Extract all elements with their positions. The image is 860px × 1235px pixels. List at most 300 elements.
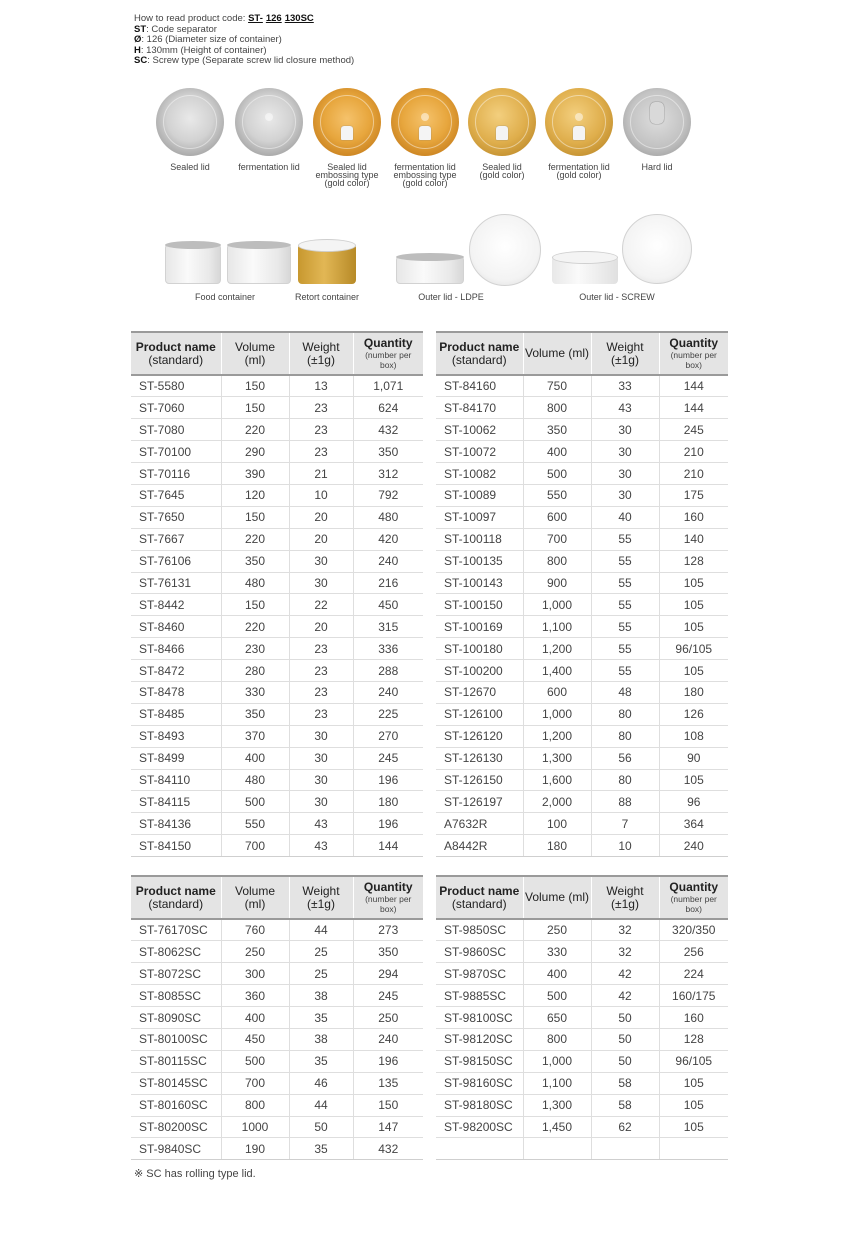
weight-cell: 30 <box>289 769 353 791</box>
product-name-cell: A7632R <box>436 813 523 835</box>
volume-cell: 550 <box>221 813 289 835</box>
code-example <box>248 13 317 24</box>
weight-cell: 42 <box>591 963 659 985</box>
quantity-cell: 350 <box>353 441 423 463</box>
container-item <box>150 214 300 304</box>
table-row <box>436 941 728 963</box>
product-name-cell: ST-126120 <box>436 725 523 747</box>
legend-text: : Code separator <box>146 23 217 35</box>
volume-cell: 400 <box>523 963 591 985</box>
lid-label: Sealed lid embossing type (gold color) <box>315 162 379 188</box>
product-name-cell: ST-100118 <box>436 528 523 550</box>
product-name-cell: ST-7645 <box>131 484 221 506</box>
quantity-cell: 196 <box>353 813 423 835</box>
quantity-cell: 624 <box>353 397 423 419</box>
table-row <box>436 681 728 703</box>
product-name-cell: ST-9840SC <box>131 1138 221 1160</box>
quantity-cell: 96/105 <box>659 638 728 660</box>
table-row <box>436 725 728 747</box>
lid-label: Sealed lid (gold color) <box>479 162 525 180</box>
product-name-cell: ST-84150 <box>131 835 221 857</box>
quantity-cell: 210 <box>659 463 728 485</box>
quantity-cell: 196 <box>353 769 423 791</box>
quantity-cell: 144 <box>659 397 728 419</box>
volume-cell: 650 <box>523 1007 591 1029</box>
volume-cell: 1,100 <box>523 616 591 638</box>
volume-cell: 150 <box>221 594 289 616</box>
header-weight: Weight (±1g) <box>591 876 659 919</box>
screw-outer-lid-image <box>622 214 692 284</box>
volume-cell <box>523 1138 591 1160</box>
table-row <box>436 441 728 463</box>
ldpe-outer-lid-image <box>469 214 541 286</box>
weight-cell: 48 <box>591 681 659 703</box>
weight-cell: 32 <box>591 919 659 941</box>
table-row <box>131 985 423 1007</box>
weight-cell: 10 <box>289 484 353 506</box>
weight-cell: 23 <box>289 397 353 419</box>
quantity-cell: 90 <box>659 747 728 769</box>
volume-cell: 1,000 <box>523 703 591 725</box>
volume-cell: 480 <box>221 572 289 594</box>
quantity-cell: 792 <box>353 484 423 506</box>
table-row <box>436 616 728 638</box>
quantity-cell: 96 <box>659 791 728 813</box>
screw-container-image <box>552 256 618 284</box>
volume-cell: 330 <box>221 681 289 703</box>
volume-cell: 100 <box>523 813 591 835</box>
weight-cell: 44 <box>289 1094 353 1116</box>
weight-cell: 58 <box>591 1094 659 1116</box>
volume-cell: 800 <box>523 550 591 572</box>
product-name-cell: ST-84115 <box>131 791 221 813</box>
volume-cell: 1,300 <box>523 747 591 769</box>
weight-cell: 20 <box>289 616 353 638</box>
weight-cell: 25 <box>289 941 353 963</box>
table-row <box>436 397 728 419</box>
table-row <box>131 725 423 747</box>
volume-cell: 760 <box>221 919 289 941</box>
volume-cell: 480 <box>221 769 289 791</box>
product-name-cell: ST-8062SC <box>131 941 221 963</box>
quantity-cell: 160/175 <box>659 985 728 1007</box>
table-row <box>436 919 728 941</box>
table-row <box>436 550 728 572</box>
table-row <box>131 791 423 813</box>
quantity-cell: 240 <box>353 681 423 703</box>
volume-cell: 150 <box>221 506 289 528</box>
product-name-cell: ST-10062 <box>436 419 523 441</box>
quantity-cell: 420 <box>353 528 423 550</box>
container-item <box>552 214 702 304</box>
quantity-cell: 105 <box>659 1072 728 1094</box>
lid-item <box>462 88 542 179</box>
quantity-cell: 128 <box>659 1028 728 1050</box>
product-name-cell: ST-98120SC <box>436 1028 523 1050</box>
table-row <box>131 594 423 616</box>
container-label: Outer lid - LDPE <box>418 292 484 302</box>
weight-cell: 21 <box>289 463 353 485</box>
table-row <box>131 484 423 506</box>
quantity-cell: 210 <box>659 441 728 463</box>
header-volume: Volume (ml) <box>523 876 591 919</box>
table-row <box>131 1072 423 1094</box>
table-row <box>131 616 423 638</box>
header-weight: Weight (±1g) <box>591 332 659 375</box>
table-row <box>436 1138 728 1160</box>
header-product-name: Product name (standard) <box>131 876 221 919</box>
product-name-cell: ST-98150SC <box>436 1050 523 1072</box>
weight-cell: 10 <box>591 835 659 857</box>
header-volume: Volume (ml) <box>221 332 289 375</box>
weight-cell: 42 <box>591 985 659 1007</box>
weight-cell: 35 <box>289 1138 353 1160</box>
product-name-cell: ST-98160SC <box>436 1072 523 1094</box>
product-name-cell: ST-8442 <box>131 594 221 616</box>
volume-cell: 390 <box>221 463 289 485</box>
table-row <box>436 985 728 1007</box>
volume-cell: 350 <box>221 550 289 572</box>
table-row <box>436 1028 728 1050</box>
quantity-cell: 144 <box>353 835 423 857</box>
volume-cell: 370 <box>221 725 289 747</box>
weight-cell: 30 <box>289 572 353 594</box>
header-product-name: Product name (standard) <box>436 332 523 375</box>
product-name-cell: ST-8460 <box>131 616 221 638</box>
weight-cell: 35 <box>289 1050 353 1072</box>
lid-item <box>385 88 465 187</box>
product-name-cell: ST-126100 <box>436 703 523 725</box>
product-name-cell: ST-100143 <box>436 572 523 594</box>
volume-cell: 230 <box>221 638 289 660</box>
volume-cell: 120 <box>221 484 289 506</box>
quantity-cell: 245 <box>353 747 423 769</box>
table-row <box>436 791 728 813</box>
volume-cell: 220 <box>221 419 289 441</box>
table-row <box>131 1116 423 1138</box>
volume-cell: 1,400 <box>523 660 591 682</box>
table-row <box>131 419 423 441</box>
header-product-name: Product name (standard) <box>436 876 523 919</box>
volume-cell: 700 <box>221 835 289 857</box>
product-name-cell: ST-8478 <box>131 681 221 703</box>
quantity-cell: 480 <box>353 506 423 528</box>
quantity-cell: 147 <box>353 1116 423 1138</box>
header-quantity: Quantity (number per box) <box>353 332 423 375</box>
weight-cell: 80 <box>591 769 659 791</box>
product-name-cell: ST-126197 <box>436 791 523 813</box>
weight-cell: 38 <box>289 985 353 1007</box>
weight-cell: 50 <box>591 1050 659 1072</box>
volume-cell: 400 <box>523 441 591 463</box>
product-name-cell: ST-100169 <box>436 616 523 638</box>
table-row <box>131 681 423 703</box>
table-row <box>131 835 423 857</box>
weight-cell: 20 <box>289 528 353 550</box>
product-name-cell: ST-80200SC <box>131 1116 221 1138</box>
weight-cell: 40 <box>591 506 659 528</box>
product-name-cell: ST-98100SC <box>436 1007 523 1029</box>
volume-cell: 350 <box>523 419 591 441</box>
weight-cell: 30 <box>591 419 659 441</box>
quantity-cell: 180 <box>659 681 728 703</box>
product-name-cell: ST-8466 <box>131 638 221 660</box>
table-row <box>436 1007 728 1029</box>
weight-cell: 30 <box>289 791 353 813</box>
lid-item <box>150 88 230 171</box>
container-label: Food container <box>194 292 256 302</box>
footnote: ※ SC has rolling type lid. <box>134 1168 256 1180</box>
product-name-cell: ST-80145SC <box>131 1072 221 1094</box>
quantity-cell: 250 <box>353 1007 423 1029</box>
quantity-cell: 273 <box>353 919 423 941</box>
volume-cell: 600 <box>523 506 591 528</box>
table-row <box>131 1028 423 1050</box>
quantity-cell: 450 <box>353 594 423 616</box>
table-row <box>131 1050 423 1072</box>
legend-text: : 130mm (Height of container) <box>140 44 267 56</box>
quantity-cell: 196 <box>353 1050 423 1072</box>
container-gallery <box>150 214 710 304</box>
lid-item <box>617 88 697 171</box>
weight-cell: 23 <box>289 660 353 682</box>
weight-cell: 13 <box>289 375 353 397</box>
quantity-cell: 128 <box>659 550 728 572</box>
lid-label: Hard lid <box>641 162 673 172</box>
table-row <box>436 813 728 835</box>
volume-cell: 1,600 <box>523 769 591 791</box>
volume-cell: 150 <box>221 375 289 397</box>
ldpe-container-image <box>396 256 464 284</box>
table-row <box>436 594 728 616</box>
product-name-cell: ST-8499 <box>131 747 221 769</box>
header-weight: Weight (±1g) <box>289 876 353 919</box>
table-row <box>436 528 728 550</box>
lid-label: fermentation lid embossing type (gold color) <box>393 162 457 188</box>
weight-cell: 23 <box>289 681 353 703</box>
weight-cell: 23 <box>289 419 353 441</box>
weight-cell: 80 <box>591 703 659 725</box>
spec-table-standard-1 <box>131 331 423 857</box>
volume-cell: 1,450 <box>523 1116 591 1138</box>
quantity-cell: 108 <box>659 725 728 747</box>
header-volume: Volume (ml) <box>221 876 289 919</box>
volume-cell: 400 <box>221 747 289 769</box>
product-name-cell: ST-8085SC <box>131 985 221 1007</box>
code-legend <box>134 14 354 67</box>
table-row <box>436 375 728 397</box>
quantity-cell: 240 <box>353 1028 423 1050</box>
table-row <box>436 963 728 985</box>
product-name-cell: ST-76170SC <box>131 919 221 941</box>
product-name-cell: ST-100135 <box>436 550 523 572</box>
table-row <box>131 441 423 463</box>
quantity-cell: 105 <box>659 572 728 594</box>
sealed-lid-embossed-gold-image <box>313 88 381 156</box>
weight-cell: 7 <box>591 813 659 835</box>
quantity-cell <box>659 1138 728 1160</box>
volume-cell: 360 <box>221 985 289 1007</box>
code-part: 126 <box>265 13 282 24</box>
fermentation-lid-embossed-gold-image <box>391 88 459 156</box>
container-item <box>396 214 546 304</box>
quantity-cell: 312 <box>353 463 423 485</box>
product-name-cell: ST-8090SC <box>131 1007 221 1029</box>
product-name-cell: ST-98180SC <box>436 1094 523 1116</box>
product-name-cell: ST-7650 <box>131 506 221 528</box>
volume-cell: 2,000 <box>523 791 591 813</box>
lid-label: Sealed lid <box>170 162 210 172</box>
table-row <box>131 660 423 682</box>
table-row <box>131 550 423 572</box>
quantity-cell: 224 <box>659 963 728 985</box>
spec-table-screw-1 <box>131 875 423 1160</box>
quantity-cell: 1,071 <box>353 375 423 397</box>
header-volume: Volume (ml) <box>523 332 591 375</box>
volume-cell: 1,200 <box>523 638 591 660</box>
weight-cell: 88 <box>591 791 659 813</box>
weight-cell: 50 <box>591 1007 659 1029</box>
product-name-cell: ST-12670 <box>436 681 523 703</box>
quantity-cell: 216 <box>353 572 423 594</box>
retort-container-image <box>298 244 356 284</box>
header-quantity: Quantity (number per box) <box>659 876 728 919</box>
header-weight: Weight (±1g) <box>289 332 353 375</box>
table-row <box>131 528 423 550</box>
spec-table-screw-2 <box>436 875 728 1160</box>
volume-cell: 700 <box>221 1072 289 1094</box>
table-row <box>131 1094 423 1116</box>
quantity-cell: 256 <box>659 941 728 963</box>
product-name-cell: ST-8493 <box>131 725 221 747</box>
weight-cell: 23 <box>289 441 353 463</box>
header-quantity: Quantity (number per box) <box>659 332 728 375</box>
volume-cell: 900 <box>523 572 591 594</box>
quantity-cell: 180 <box>353 791 423 813</box>
table-header-row <box>436 876 728 919</box>
product-name-cell: ST-126130 <box>436 747 523 769</box>
volume-cell: 700 <box>523 528 591 550</box>
table-row <box>131 397 423 419</box>
quantity-cell: 245 <box>659 419 728 441</box>
quantity-cell: 135 <box>353 1072 423 1094</box>
product-name-cell: ST-100180 <box>436 638 523 660</box>
table-row <box>436 506 728 528</box>
weight-cell: 56 <box>591 747 659 769</box>
product-name-cell: ST-10097 <box>436 506 523 528</box>
table-row <box>131 919 423 941</box>
legend-text: : 126 (Diameter size of container) <box>141 34 282 45</box>
weight-cell: 25 <box>289 963 353 985</box>
fermentation-lid-gold-image <box>545 88 613 156</box>
code-part: ST- <box>248 13 263 24</box>
table-row <box>436 484 728 506</box>
food-container-image <box>227 244 291 284</box>
weight-cell: 62 <box>591 1116 659 1138</box>
weight-cell: 33 <box>591 375 659 397</box>
table-row <box>436 572 728 594</box>
table-row <box>131 747 423 769</box>
weight-cell: 55 <box>591 616 659 638</box>
product-name-cell: ST-80115SC <box>131 1050 221 1072</box>
product-name-cell: ST-10082 <box>436 463 523 485</box>
weight-cell: 30 <box>289 725 353 747</box>
table-row <box>131 941 423 963</box>
quantity-cell: 336 <box>353 638 423 660</box>
quantity-cell: 160 <box>659 506 728 528</box>
quantity-cell: 150 <box>353 1094 423 1116</box>
table-header-row <box>131 876 423 919</box>
weight-cell: 58 <box>591 1072 659 1094</box>
volume-cell: 500 <box>221 791 289 813</box>
weight-cell: 38 <box>289 1028 353 1050</box>
weight-cell: 43 <box>289 813 353 835</box>
weight-cell: 55 <box>591 528 659 550</box>
volume-cell: 400 <box>221 1007 289 1029</box>
table-row <box>131 572 423 594</box>
legend-key: ST <box>134 23 147 35</box>
volume-cell: 500 <box>221 1050 289 1072</box>
product-name-cell: ST-10089 <box>436 484 523 506</box>
quantity-cell: 270 <box>353 725 423 747</box>
table-row <box>436 463 728 485</box>
sealed-lid-gold-image <box>468 88 536 156</box>
volume-cell: 800 <box>221 1094 289 1116</box>
volume-cell: 290 <box>221 441 289 463</box>
lid-label: fermentation lid (gold color) <box>548 162 610 180</box>
volume-cell: 330 <box>523 941 591 963</box>
volume-cell: 150 <box>221 397 289 419</box>
quantity-cell: 175 <box>659 484 728 506</box>
weight-cell: 43 <box>591 397 659 419</box>
product-name-cell: ST-84170 <box>436 397 523 419</box>
weight-cell: 30 <box>591 463 659 485</box>
product-name-cell: A8442R <box>436 835 523 857</box>
table-row <box>131 1138 423 1160</box>
product-name-cell: ST-98200SC <box>436 1116 523 1138</box>
table-row <box>131 638 423 660</box>
lid-gallery <box>150 88 700 198</box>
legend-text: : Screw type (Separate screw lid closure method) <box>147 55 355 66</box>
table-row <box>436 1116 728 1138</box>
volume-cell: 250 <box>221 941 289 963</box>
volume-cell: 750 <box>523 375 591 397</box>
legend-intro: How to read product code: <box>134 13 246 24</box>
lid-item <box>539 88 619 179</box>
fermentation-lid-image <box>235 88 303 156</box>
hard-lid-image <box>623 88 691 156</box>
volume-cell: 250 <box>523 919 591 941</box>
weight-cell: 30 <box>591 441 659 463</box>
table-row <box>131 769 423 791</box>
table-row <box>131 1007 423 1029</box>
quantity-cell: 364 <box>659 813 728 835</box>
legend-key: SC <box>134 55 148 66</box>
volume-cell: 350 <box>221 703 289 725</box>
lid-label: fermentation lid <box>238 162 300 172</box>
quantity-cell: 144 <box>659 375 728 397</box>
product-name-cell: ST-84160 <box>436 375 523 397</box>
volume-cell: 220 <box>221 528 289 550</box>
product-name-cell: ST-76131 <box>131 572 221 594</box>
product-name-cell: ST-7667 <box>131 528 221 550</box>
volume-cell: 450 <box>221 1028 289 1050</box>
product-name-cell: ST-100200 <box>436 660 523 682</box>
volume-cell: 600 <box>523 681 591 703</box>
quantity-cell: 350 <box>353 941 423 963</box>
volume-cell: 180 <box>523 835 591 857</box>
product-name-cell: ST-76106 <box>131 550 221 572</box>
